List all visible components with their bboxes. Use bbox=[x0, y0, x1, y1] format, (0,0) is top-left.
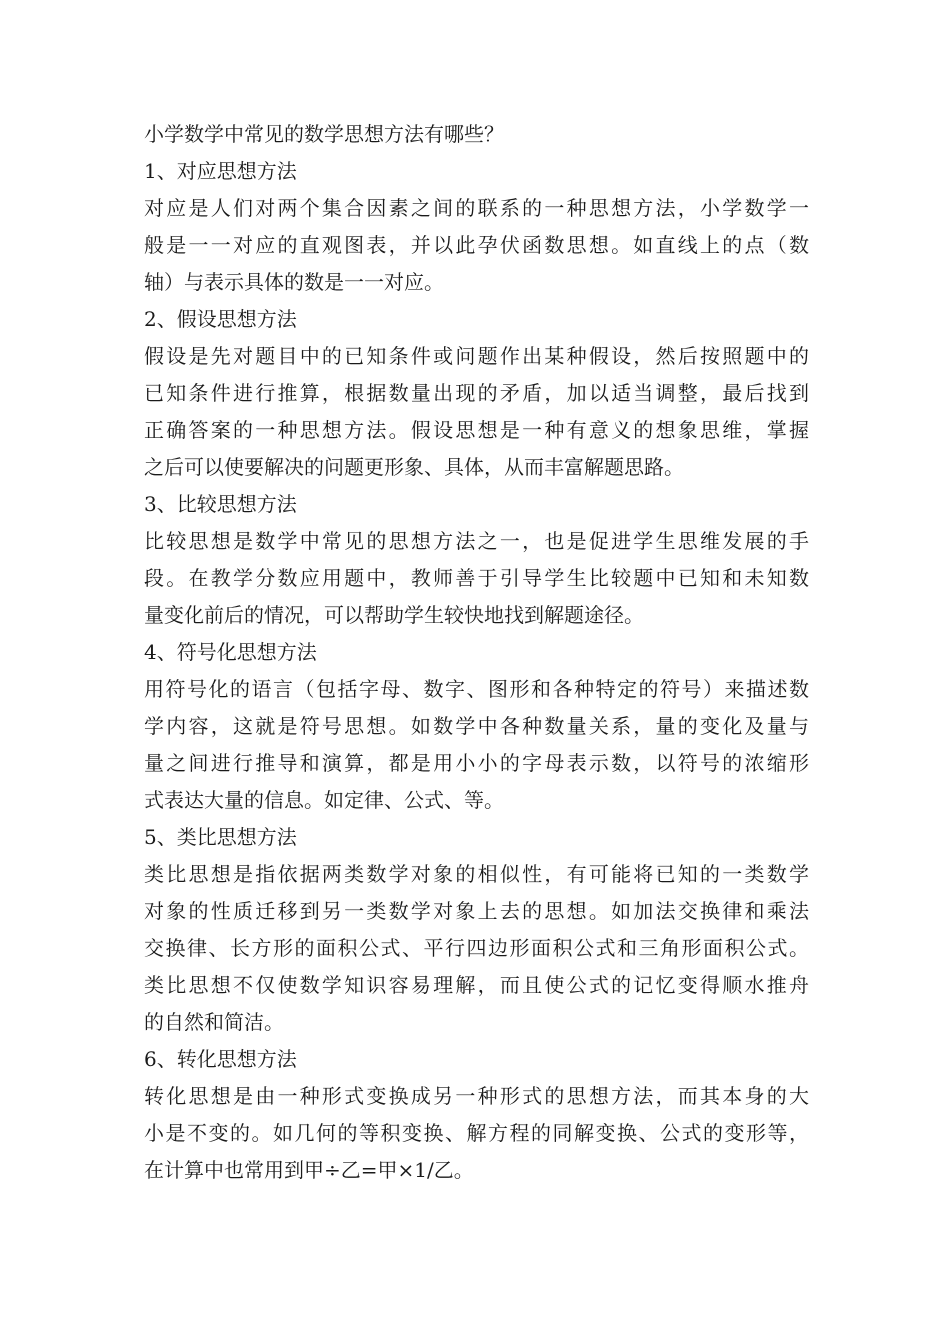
section-heading: 6、转化思想方法 bbox=[144, 1047, 297, 1071]
document-page bbox=[144, 116, 809, 1189]
section-2 bbox=[144, 301, 809, 486]
section-heading: 1、对应思想方法 bbox=[144, 159, 297, 183]
section-heading: 4、符号化思想方法 bbox=[144, 640, 317, 664]
paragraph-line: 交换律、长方形的面积公式、平行四边形面积公式和三角形面积公式。 bbox=[144, 936, 809, 960]
section-heading: 5、类比思想方法 bbox=[144, 825, 297, 849]
section-heading: 3、比较思想方法 bbox=[144, 492, 297, 516]
section-5 bbox=[144, 819, 809, 1041]
paragraph-line: 已知条件进行推算，根据数量出现的矛盾，加以适当调整，最后找到 bbox=[144, 381, 809, 405]
section-6 bbox=[144, 1041, 809, 1189]
paragraph-line: 量变化前后的情况，可以帮助学生较快地找到解题途径。 bbox=[144, 603, 644, 627]
paragraph-line: 在计算中也常用到甲÷乙=甲×1/乙。 bbox=[144, 1158, 474, 1182]
section-4 bbox=[144, 634, 809, 819]
paragraph-line: 用符号化的语言（包括字母、数字、图形和各种特定的符号）来描述数 bbox=[144, 677, 809, 701]
paragraph-line: 式表达大量的信息。如定律、公式、等。 bbox=[144, 788, 504, 812]
paragraph-line: 假设是先对题目中的已知条件或问题作出某种假设，然后按照题中的 bbox=[144, 344, 809, 368]
paragraph-line: 类比思想不仅使数学知识容易理解，而且使公式的记忆变得顺水推舟 bbox=[144, 973, 809, 997]
paragraph-line: 的自然和简洁。 bbox=[144, 1010, 284, 1034]
document-title: 小学数学中常见的数学思想方法有哪些？ bbox=[144, 122, 504, 146]
paragraph-line: 量之间进行推导和演算，都是用小小的字母表示数，以符号的浓缩形 bbox=[144, 751, 809, 775]
paragraph-line: 正确答案的一种思想方法。假设思想是一种有意义的想象思维，掌握 bbox=[144, 418, 809, 442]
paragraph-line: 转化思想是由一种形式变换成另一种形式的思想方法，而其本身的大 bbox=[144, 1084, 809, 1108]
paragraph-line: 小是不变的。如几何的等积变换、解方程的同解变换、公式的变形等， bbox=[144, 1121, 809, 1145]
paragraph-line: 学内容，这就是符号思想。如数学中各种数量关系，量的变化及量与 bbox=[144, 714, 809, 738]
paragraph-line: 类比思想是指依据两类数学对象的相似性，有可能将已知的一类数学 bbox=[144, 862, 809, 886]
section-heading: 2、假设思想方法 bbox=[144, 307, 297, 331]
section-3 bbox=[144, 486, 809, 634]
paragraph-line: 对应是人们对两个集合因素之间的联系的一种思想方法，小学数学一 bbox=[144, 196, 809, 220]
section-1 bbox=[144, 153, 809, 301]
paragraph-line: 段。在教学分数应用题中，教师善于引导学生比较题中已知和未知数 bbox=[144, 566, 809, 590]
paragraph-line: 对象的性质迁移到另一类数学对象上去的思想。如加法交换律和乘法 bbox=[144, 899, 809, 923]
paragraph-line: 轴）与表示具体的数是一一对应。 bbox=[144, 270, 444, 294]
paragraph-line: 比较思想是数学中常见的思想方法之一，也是促进学生思维发展的手 bbox=[144, 529, 809, 553]
paragraph-line: 般是一一对应的直观图表，并以此孕伏函数思想。如直线上的点（数 bbox=[144, 233, 809, 257]
paragraph-line: 之后可以使要解决的问题更形象、具体，从而丰富解题思路。 bbox=[144, 455, 684, 479]
